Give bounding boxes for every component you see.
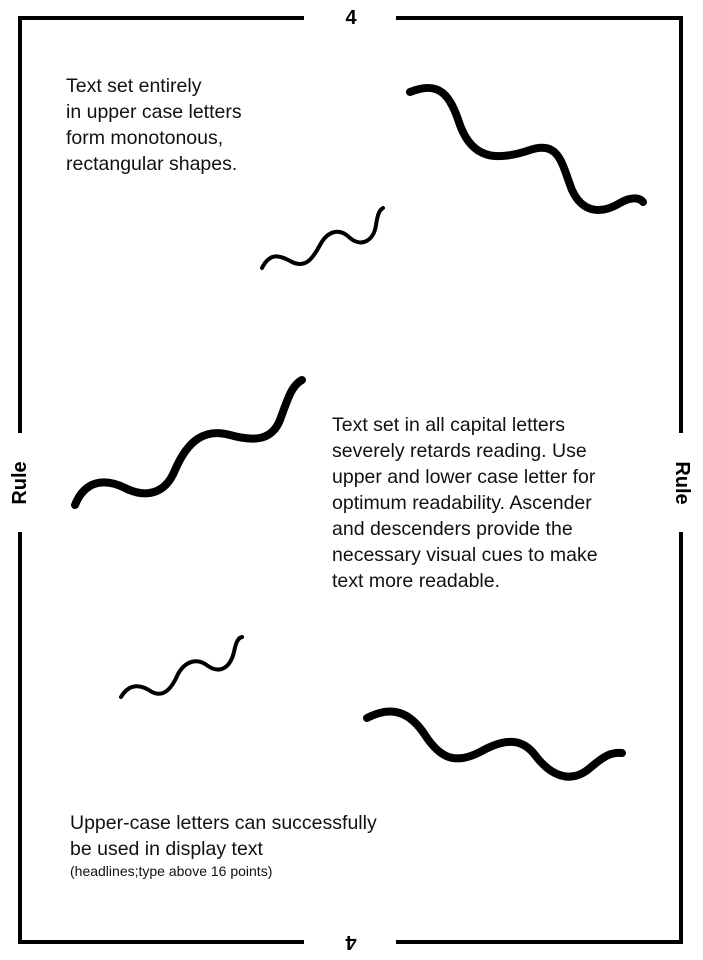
side-label-right: Rule [671,461,693,505]
squiggle-bottom-right [367,712,622,777]
squiggle-top-right [410,88,643,210]
squiggle-upper-middle [262,208,383,268]
squiggle-lower-left [121,637,242,697]
paragraph-upper-case-shapes: Text set entirely in upper case letters form monotonous, rectangular shapes. [66,75,242,175]
side-label-left: Rule [9,461,31,505]
squiggle-middle-left [75,380,302,505]
paragraph-display-text-note: (headlines;type above 16 points) [70,863,273,879]
card-number-bottom: 4 [345,931,357,953]
paragraph-display-text: Upper-case letters can successfully be used in display text [70,812,377,860]
paragraph-capitals-retard-reading: Text set in all capital letters severely retards reading. Use upper and lower case letter for optimum readability. Ascender and descenders provide the necessary visual cues to make text more readable. [332,414,598,592]
card-number-top: 4 [345,7,357,29]
